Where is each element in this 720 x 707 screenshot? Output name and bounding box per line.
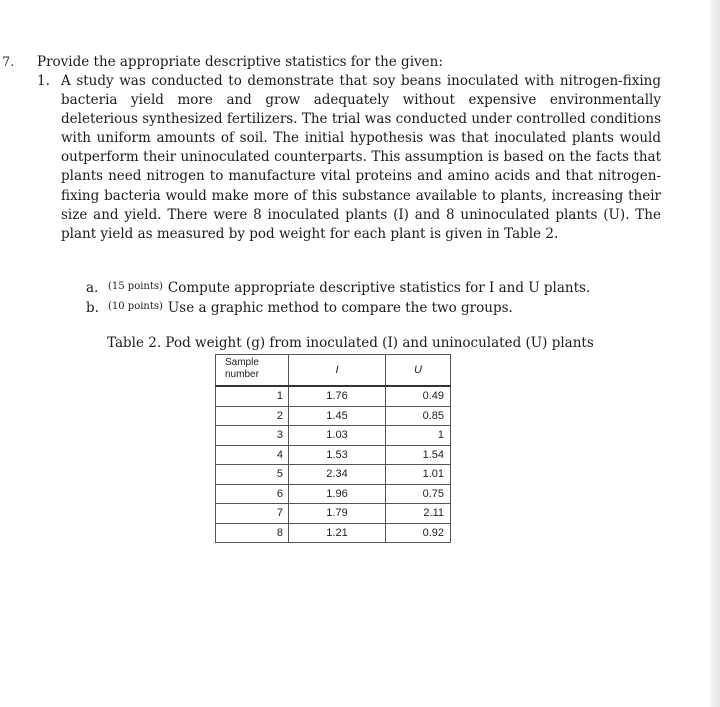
question-intro: Provide the appropriate descriptive statistics for the given: bbox=[37, 54, 443, 70]
uninoculated-cell: 0.85 bbox=[386, 406, 451, 426]
table-row bbox=[216, 445, 451, 465]
table-row bbox=[216, 504, 451, 524]
problem-line: uninoculated plants (U). The plant yield as measured by pod weight for each plant is bbox=[61, 206, 661, 242]
table-row bbox=[216, 386, 451, 406]
question-number: 7. bbox=[2, 55, 15, 70]
problem-line: given in Table 2. bbox=[445, 225, 559, 242]
table-row bbox=[216, 406, 451, 426]
part-text: Use a graphic method to compare the two groups. bbox=[167, 300, 513, 316]
sub-questions bbox=[86, 278, 646, 318]
problem-line: plants would outperform their uninoculated counterparts. This assumption is based bbox=[61, 130, 661, 166]
part-label: b. bbox=[86, 300, 99, 316]
problem-line: on the facts that plants need nitrogen to manufacture vital proteins and amino acids bbox=[61, 149, 661, 185]
sample-number-cell: 8 bbox=[216, 523, 289, 543]
sample-number-cell: 2 bbox=[216, 406, 289, 426]
part-points: (15 points) bbox=[108, 281, 163, 292]
sample-number-cell: 3 bbox=[216, 426, 289, 446]
sample-number-cell: 4 bbox=[216, 445, 289, 465]
uninoculated-cell: 0.49 bbox=[386, 386, 451, 406]
header-sample-number: Sample number bbox=[216, 355, 289, 387]
table-row bbox=[216, 484, 451, 504]
problem-text bbox=[61, 72, 661, 244]
sample-number-cell: 7 bbox=[216, 504, 289, 524]
table-header-row bbox=[216, 355, 451, 387]
inoculated-cell: 1.76 bbox=[289, 386, 386, 406]
problem-line: deleterious synthesized fertilizers. The trial was conducted under controlled bbox=[61, 111, 591, 128]
uninoculated-cell: 1.01 bbox=[386, 465, 451, 485]
inoculated-cell: 1.45 bbox=[289, 406, 386, 426]
uninoculated-cell: 0.92 bbox=[386, 523, 451, 543]
uninoculated-cell: 1.54 bbox=[386, 445, 451, 465]
sample-number-cell: 6 bbox=[216, 484, 289, 504]
part-b bbox=[86, 298, 646, 318]
pod-weight-table bbox=[215, 354, 451, 543]
uninoculated-cell: 2.11 bbox=[386, 504, 451, 524]
part-label: a. bbox=[86, 280, 99, 296]
uninoculated-cell: 0.75 bbox=[386, 484, 451, 504]
part-text: Compute appropriate descriptive statistics for I and U plants. bbox=[167, 280, 591, 296]
header-inoculated: I bbox=[289, 355, 386, 387]
page-edge-shadow bbox=[711, 0, 720, 707]
inoculated-cell: 1.03 bbox=[289, 426, 386, 446]
header-uninoculated: U bbox=[386, 355, 451, 387]
problem-line: A study was conducted to demonstrate that soy beans inoculated with nitrogen-fixing bbox=[61, 73, 661, 89]
part-a bbox=[86, 278, 646, 298]
problem-line: bacteria yield more and grow adequately without expensive environmentally bbox=[61, 92, 661, 109]
uninoculated-cell: 1 bbox=[386, 426, 451, 446]
inoculated-cell: 1.21 bbox=[289, 523, 386, 543]
inoculated-cell: 1.53 bbox=[289, 445, 386, 465]
table-row bbox=[216, 465, 451, 485]
part-points: (10 points) bbox=[108, 301, 163, 312]
problem-line: plants, increasing their size and yield. There were 8 inoculated plants (I) and 8 bbox=[61, 187, 661, 223]
table-caption: Table 2. Pod weight (g) from inoculated (I) and uninoculated (U) plants bbox=[107, 335, 594, 351]
problem-line: conditions with uniform amounts of soil. The initial hypothesis was that inoculated bbox=[61, 111, 661, 147]
problem-line: and that nitrogen-fixing bacteria would make more of this substance available to bbox=[61, 168, 662, 204]
table-row bbox=[216, 523, 451, 543]
sample-number-cell: 5 bbox=[216, 465, 289, 485]
problem-number: 1. bbox=[37, 73, 50, 89]
sample-number-cell: 1 bbox=[216, 386, 289, 406]
inoculated-cell: 2.34 bbox=[289, 465, 386, 485]
inoculated-cell: 1.96 bbox=[289, 484, 386, 504]
inoculated-cell: 1.79 bbox=[289, 504, 386, 524]
table-row bbox=[216, 426, 451, 446]
